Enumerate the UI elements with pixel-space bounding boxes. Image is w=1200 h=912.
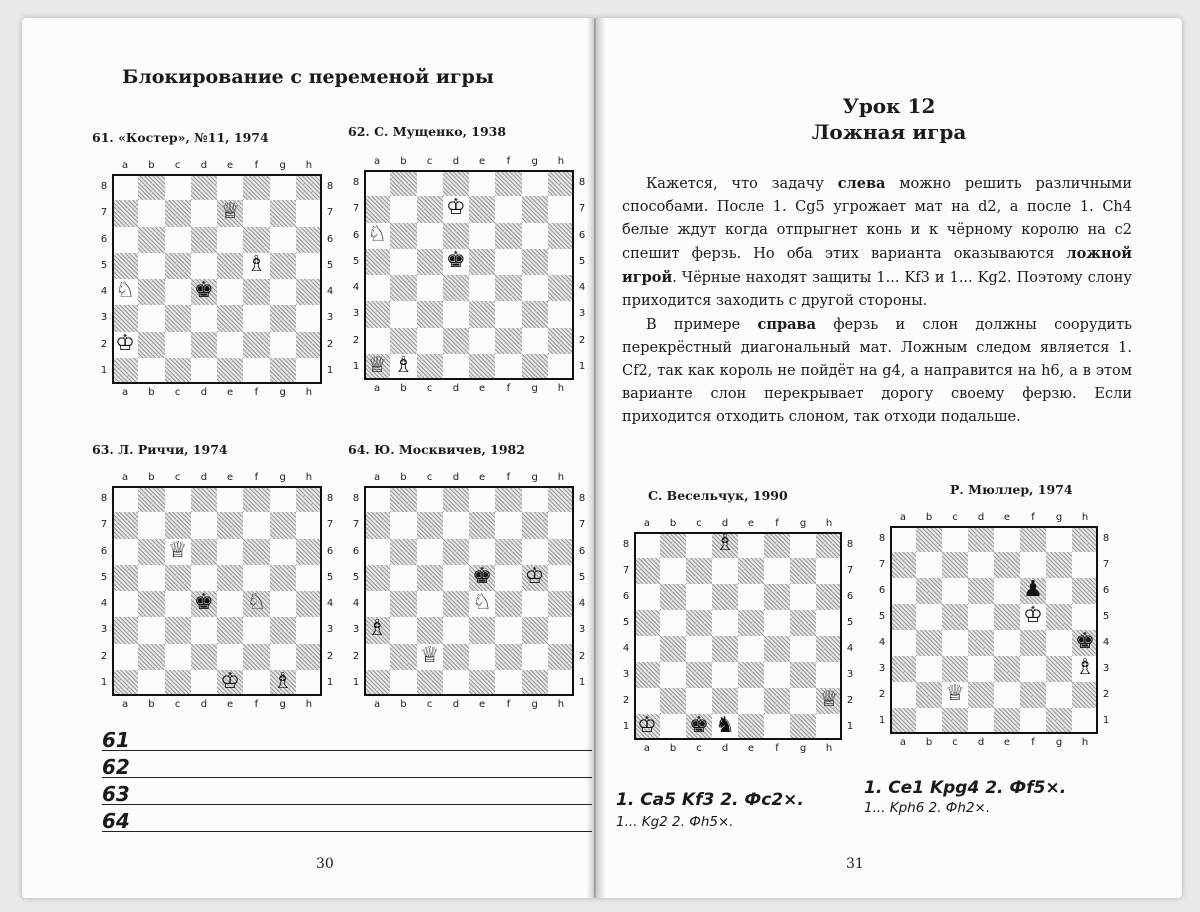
file-label: h	[1081, 737, 1089, 748]
solution-2-variation: 1... Kph6 2. Фh2×.	[864, 800, 991, 816]
rank-label: 2	[100, 338, 108, 350]
file-label: d	[200, 699, 208, 710]
rank-label: 5	[326, 259, 334, 271]
board-frame	[364, 170, 574, 380]
file-label: g	[531, 699, 538, 710]
board-frame	[634, 532, 842, 740]
rank-label: 8	[352, 493, 360, 505]
file-label: c	[174, 699, 181, 710]
file-label: f	[506, 383, 511, 394]
chess-piece-icon: ♗	[246, 251, 267, 277]
chess-diagram-64	[348, 470, 590, 712]
chess-piece-icon: ♗	[367, 616, 387, 642]
file-label: b	[148, 472, 155, 483]
file-label: b	[925, 512, 933, 523]
rank-label: 8	[622, 539, 630, 550]
rank-label: 8	[578, 177, 586, 189]
chess-piece-icon: ♚	[689, 713, 709, 738]
solution-2-main: 1. Ce1 Kpg4 2. Фf5×.	[864, 778, 1067, 798]
file-label: e	[747, 743, 755, 754]
file-label: g	[279, 699, 286, 710]
file-label: e	[227, 472, 234, 483]
rank-label: 7	[100, 207, 108, 219]
rank-label: 6	[622, 591, 630, 602]
rank-label: 2	[578, 650, 586, 662]
file-label: h	[557, 156, 565, 167]
rank-label: 7	[578, 519, 586, 531]
rank-label: 7	[1102, 559, 1110, 570]
rank-label: 1	[846, 721, 854, 732]
file-label: c	[426, 383, 433, 394]
file-label: h	[557, 699, 565, 710]
file-label: a	[122, 472, 129, 483]
rank-label: 5	[622, 617, 630, 628]
rank-label: 1	[578, 676, 586, 688]
file-label: b	[148, 699, 155, 710]
file-label: e	[1003, 512, 1011, 523]
chess-piece-icon: ♟	[1023, 577, 1043, 602]
file-label: f	[254, 472, 259, 483]
file-label: b	[669, 518, 677, 529]
rank-label: 7	[326, 207, 334, 219]
diagram-caption-veselchuk: С. Весельчук, 1990	[648, 488, 788, 503]
lesson-text	[622, 172, 1132, 429]
rank-label: 3	[1102, 663, 1110, 674]
chess-piece-icon: ♕	[367, 352, 387, 378]
rank-label: 8	[352, 177, 360, 189]
rank-label: 8	[846, 539, 854, 550]
file-label: h	[557, 472, 565, 483]
chess-piece-icon: ♔	[637, 713, 657, 738]
file-label: c	[174, 472, 181, 483]
file-label: b	[400, 699, 407, 710]
answer-line-61[interactable]	[102, 724, 592, 751]
rank-label: 4	[100, 286, 108, 298]
rank-label: 3	[352, 308, 360, 320]
rank-label: 1	[326, 364, 334, 376]
file-label: d	[977, 512, 985, 523]
chess-piece-icon: ♕	[419, 642, 440, 668]
rank-label: 3	[846, 669, 854, 680]
rank-label: 5	[578, 255, 586, 267]
file-label: f	[506, 156, 511, 167]
file-label: c	[426, 472, 433, 483]
rank-label: 2	[326, 338, 334, 350]
file-label: a	[122, 387, 129, 398]
file-label: b	[925, 737, 933, 748]
file-label: e	[227, 699, 234, 710]
file-label: f	[506, 472, 511, 483]
chess-piece-icon: ♔	[524, 563, 545, 589]
rank-label: 8	[326, 493, 334, 505]
file-label: h	[1081, 512, 1089, 523]
file-label: h	[825, 518, 833, 529]
chess-piece-icon: ♔	[220, 668, 240, 694]
answer-number: 63	[102, 782, 130, 806]
file-label: e	[227, 160, 234, 171]
chess-piece-icon: ♗	[272, 668, 293, 694]
lesson-number: Урок 12	[842, 94, 936, 118]
chess-diagram-62	[348, 154, 590, 396]
rank-label: 8	[878, 533, 886, 544]
file-label: d	[200, 160, 208, 171]
board-grid	[364, 486, 574, 696]
file-label: e	[227, 387, 234, 398]
answer-line-64[interactable]	[102, 805, 592, 832]
rank-label: 1	[352, 360, 360, 372]
rank-label: 5	[100, 259, 108, 271]
file-label: c	[426, 156, 433, 167]
file-label: d	[452, 699, 460, 710]
file-label: b	[148, 387, 155, 398]
file-label: c	[174, 160, 181, 171]
rank-label: 5	[878, 611, 886, 622]
board-frame	[112, 486, 322, 696]
rank-label: 7	[846, 565, 854, 576]
file-label: a	[374, 699, 381, 710]
chess-piece-icon: ♚	[194, 278, 214, 303]
file-label: a	[899, 512, 907, 523]
file-label: c	[696, 743, 702, 754]
rank-label: 7	[578, 203, 586, 215]
file-label: f	[1031, 737, 1035, 748]
file-label: c	[426, 699, 433, 710]
chess-piece-icon: ♘	[115, 278, 135, 303]
file-label: b	[669, 743, 677, 754]
rank-label: 2	[846, 695, 854, 706]
board-grid	[112, 486, 322, 696]
file-label: h	[305, 699, 313, 710]
solution-1-variation: 1... Kg2 2. Фh5×.	[616, 814, 734, 830]
chess-piece-icon: ♔	[115, 330, 135, 356]
answer-lines	[102, 724, 592, 832]
file-label: e	[1003, 737, 1011, 748]
file-label: b	[148, 160, 155, 171]
book-spine	[586, 18, 606, 898]
left-page	[22, 18, 594, 898]
rank-label: 7	[352, 519, 360, 531]
file-label: h	[305, 160, 313, 171]
file-label: c	[174, 387, 181, 398]
file-label: f	[775, 743, 779, 754]
rank-label: 1	[352, 676, 360, 688]
rank-label: 1	[622, 721, 630, 732]
chess-piece-icon: ♘	[246, 590, 267, 615]
rank-label: 4	[326, 598, 334, 610]
file-label: f	[1031, 512, 1035, 523]
answer-number: 61	[102, 728, 130, 752]
rank-label: 5	[326, 571, 334, 583]
file-label: a	[374, 472, 381, 483]
file-label: h	[825, 743, 833, 754]
rank-label: 3	[578, 624, 586, 636]
file-label: d	[977, 737, 985, 748]
page-number: 31	[846, 856, 864, 872]
rank-label: 4	[352, 598, 360, 610]
chess-piece-icon: ♕	[945, 681, 965, 706]
rank-label: 3	[100, 624, 108, 636]
chess-piece-icon: ♕	[167, 537, 188, 563]
file-label: e	[479, 156, 486, 167]
rank-label: 6	[100, 233, 108, 245]
file-label: h	[305, 472, 313, 483]
chess-piece-icon: ♘	[472, 590, 492, 615]
rank-label: 2	[352, 650, 360, 662]
rank-label: 6	[100, 545, 108, 557]
file-label: g	[1055, 737, 1063, 748]
file-label: e	[479, 699, 486, 710]
file-label: g	[279, 472, 286, 483]
rank-label: 5	[352, 571, 360, 583]
chess-piece-icon: ♚	[446, 247, 466, 273]
rank-label: 8	[100, 493, 108, 505]
right-page	[596, 18, 1182, 898]
chess-piece-icon: ♕	[819, 687, 839, 712]
rank-label: 1	[1102, 715, 1110, 726]
file-label: h	[305, 387, 313, 398]
file-label: a	[374, 156, 381, 167]
rank-label: 1	[878, 715, 886, 726]
file-label: f	[254, 699, 259, 710]
chess-piece-icon: ♚	[1075, 629, 1095, 654]
rank-label: 8	[326, 181, 334, 193]
paragraph-2: В примере справа ферзь и слон должны соорудить перекрёстный диагональный мат. Ложным следом является 1. Cf2, так как король не пойдёт на g4, а направится на h6, а в этом варианте слон перекрывает дорогу своему ферзю. Если приходится отходить слоном, так отходи подальше.	[622, 316, 1132, 425]
file-label: b	[400, 383, 407, 394]
rank-label: 7	[100, 519, 108, 531]
rank-label: 7	[622, 565, 630, 576]
file-label: a	[122, 160, 129, 171]
rank-label: 1	[100, 364, 108, 376]
rank-label: 4	[578, 282, 586, 294]
file-label: a	[643, 518, 651, 529]
rank-label: 8	[100, 181, 108, 193]
chess-piece-icon: ♘	[367, 221, 387, 247]
chess-diagram-63	[96, 470, 338, 712]
rank-label: 2	[878, 689, 886, 700]
chess-piece-icon: ♞	[715, 713, 735, 738]
rank-label: 5	[846, 617, 854, 628]
file-label: g	[531, 383, 538, 394]
rank-label: 1	[578, 360, 586, 372]
diagram-caption-muller: Р. Мюллер, 1974	[950, 482, 1073, 497]
file-label: g	[531, 156, 538, 167]
answer-line-62[interactable]	[102, 751, 592, 778]
rank-label: 1	[326, 676, 334, 688]
rank-label: 6	[352, 545, 360, 557]
board-grid	[890, 526, 1098, 734]
file-label: d	[452, 383, 460, 394]
file-label: a	[643, 743, 651, 754]
rank-label: 4	[326, 286, 334, 298]
rank-label: 4	[352, 282, 360, 294]
chess-piece-icon: ♗	[1075, 655, 1095, 680]
file-label: e	[479, 472, 486, 483]
rank-label: 6	[878, 585, 886, 596]
rank-label: 3	[578, 308, 586, 320]
rank-label: 2	[622, 695, 630, 706]
rank-label: 6	[846, 591, 854, 602]
chess-piece-icon: ♔	[446, 195, 466, 221]
board-frame	[890, 526, 1098, 734]
rank-label: 4	[100, 598, 108, 610]
file-label: e	[747, 518, 755, 529]
rank-label: 1	[100, 676, 108, 688]
rank-label: 6	[326, 233, 334, 245]
rank-label: 7	[326, 519, 334, 531]
diagram-caption-64: 64. Ю. Москвичев, 1982	[348, 442, 525, 457]
rank-label: 6	[352, 229, 360, 241]
rank-label: 6	[326, 545, 334, 557]
chess-diagram-61	[96, 158, 338, 400]
file-label: d	[721, 518, 729, 529]
chess-piece-icon: ♚	[472, 563, 492, 589]
file-label: g	[799, 518, 807, 529]
rank-label: 5	[578, 571, 586, 583]
file-label: f	[506, 699, 511, 710]
lesson-title: Ложная игра	[811, 120, 967, 144]
rank-label: 6	[578, 229, 586, 241]
rank-label: 4	[578, 598, 586, 610]
file-label: c	[952, 737, 958, 748]
file-label: d	[721, 743, 729, 754]
paragraph-1: Кажется, что задачу слева можно решить различными способами. После 1. Cg5 угрожает мат на d2, а после 1. Ch4 белые ждут когда отпрыгнет конь и к чёрному королю на c2 спешит ферзь. Но оба этих варианта оказываются ложной игрой. Чёрные находят защиты 1... Kf3 и 1... Kg2. Поэтому слону приходится заходить с другой стороны.	[622, 175, 1132, 309]
file-label: a	[899, 737, 907, 748]
answer-line-63[interactable]	[102, 778, 592, 805]
file-label: b	[400, 472, 407, 483]
diagram-caption-63: 63. Л. Риччи, 1974	[92, 442, 228, 457]
rank-label: 2	[326, 650, 334, 662]
file-label: c	[696, 518, 702, 529]
file-label: b	[400, 156, 407, 167]
file-label: c	[952, 512, 958, 523]
diagram-caption-61: 61. «Костер», №11, 1974	[92, 130, 269, 145]
file-label: h	[557, 383, 565, 394]
rank-label: 8	[1102, 533, 1110, 544]
file-label: g	[279, 387, 286, 398]
file-label: g	[1055, 512, 1063, 523]
solution-1-main: 1. Ca5 Kf3 2. Фc2×.	[616, 790, 804, 810]
rank-label: 2	[100, 650, 108, 662]
file-label: f	[254, 160, 259, 171]
rank-label: 5	[352, 255, 360, 267]
rank-label: 4	[1102, 637, 1110, 648]
rank-label: 8	[578, 493, 586, 505]
chess-piece-icon: ♗	[715, 531, 735, 556]
board-grid	[112, 174, 322, 384]
rank-label: 2	[352, 334, 360, 346]
file-label: g	[279, 160, 286, 171]
rank-label: 3	[100, 312, 108, 324]
rank-label: 4	[878, 637, 886, 648]
chess-piece-icon: ♔	[1023, 603, 1043, 628]
file-label: e	[479, 383, 486, 394]
answer-number: 64	[102, 809, 130, 833]
rank-label: 6	[578, 545, 586, 557]
file-label: g	[799, 743, 807, 754]
chess-diagram-muller	[874, 510, 1114, 750]
board-grid	[364, 170, 574, 380]
chess-piece-icon: ♚	[194, 590, 214, 615]
diagram-caption-62: 62. С. Мущенко, 1938	[348, 124, 507, 139]
file-label: a	[374, 383, 381, 394]
rank-label: 3	[352, 624, 360, 636]
rank-label: 7	[878, 559, 886, 570]
file-label: d	[452, 156, 460, 167]
page-number: 30	[316, 856, 334, 872]
rank-label: 2	[1102, 689, 1110, 700]
rank-label: 3	[326, 312, 334, 324]
rank-label: 5	[100, 571, 108, 583]
file-label: a	[122, 699, 129, 710]
rank-label: 4	[622, 643, 630, 654]
board-grid	[634, 532, 842, 740]
rank-label: 5	[1102, 611, 1110, 622]
file-label: d	[200, 472, 208, 483]
file-label: f	[254, 387, 259, 398]
file-label: d	[200, 387, 208, 398]
rank-label: 2	[578, 334, 586, 346]
answer-number: 62	[102, 755, 130, 779]
file-label: g	[531, 472, 538, 483]
rank-label: 4	[846, 643, 854, 654]
chess-piece-icon: ♗	[393, 352, 414, 378]
file-label: f	[775, 518, 779, 529]
rank-label: 6	[1102, 585, 1110, 596]
rank-label: 3	[878, 663, 886, 674]
rank-label: 3	[326, 624, 334, 636]
rank-label: 3	[622, 669, 630, 680]
chess-diagram-veselchuk	[618, 516, 858, 756]
chess-piece-icon: ♕	[220, 199, 240, 225]
file-label: d	[452, 472, 460, 483]
rank-label: 7	[352, 203, 360, 215]
page-title: Блокирование с переменой игры	[122, 66, 494, 88]
